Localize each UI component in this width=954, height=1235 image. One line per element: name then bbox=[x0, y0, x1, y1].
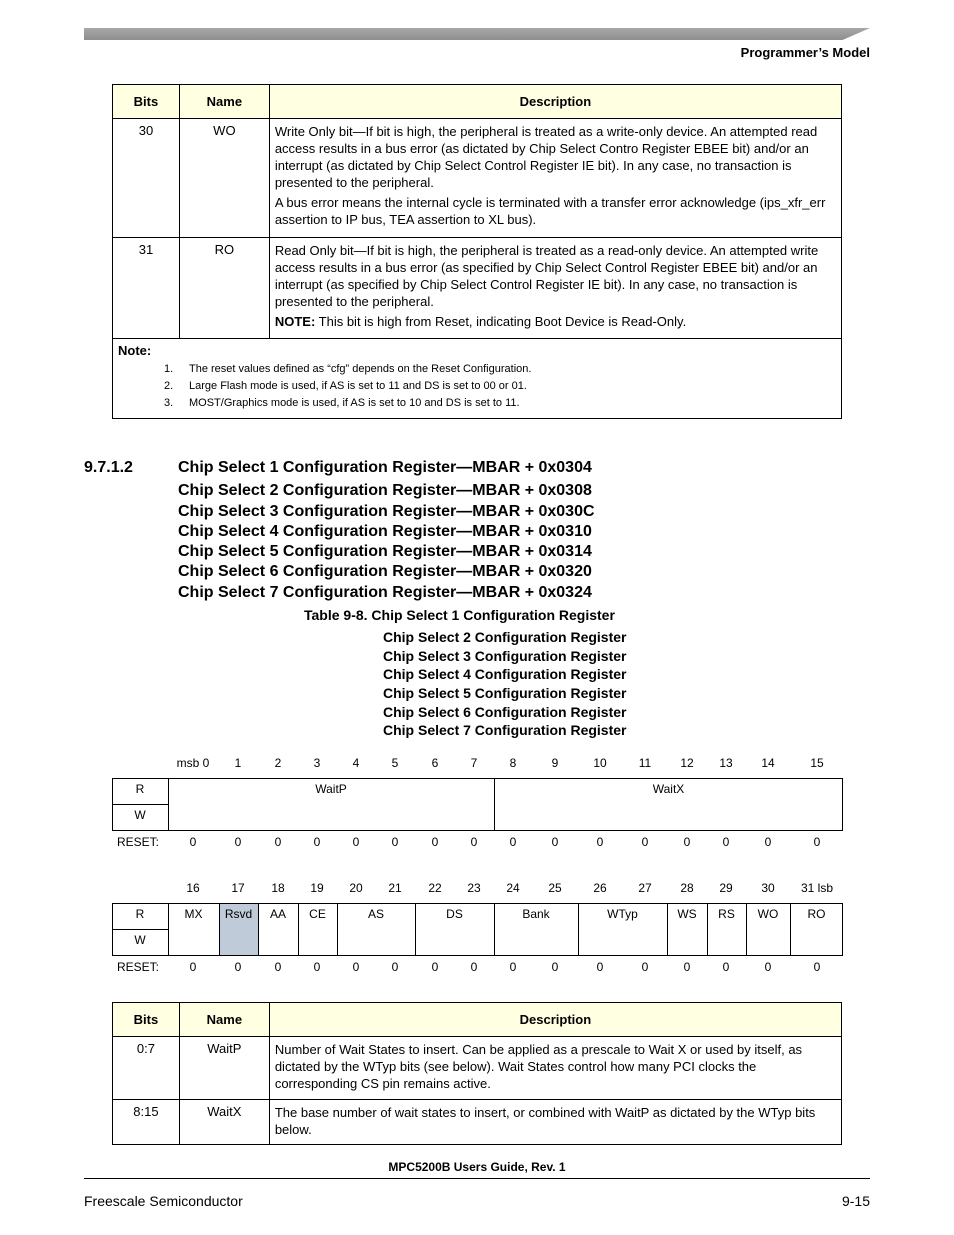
bit-number: 29 bbox=[719, 881, 733, 895]
bit-number: 26 bbox=[593, 881, 607, 895]
bit-number: 30 bbox=[761, 881, 775, 895]
reset-label: RESET: bbox=[117, 835, 160, 849]
section-title: Chip Select 4 Configuration Register—MBAR + 0x0310 bbox=[178, 523, 592, 540]
reset-value: 0 bbox=[352, 835, 360, 849]
table-row bbox=[113, 1100, 842, 1145]
bit-number: 8 bbox=[509, 756, 517, 770]
bit-number: 15 bbox=[810, 756, 824, 770]
bit-number: 5 bbox=[391, 756, 399, 770]
field-rs: RS bbox=[718, 907, 735, 921]
description-cell bbox=[269, 238, 841, 339]
reset-value: 0 bbox=[274, 960, 282, 974]
list-item: 2. Large Flash mode is used, if AS is set to 11 and DS is set to 00 or 01. bbox=[164, 380, 527, 392]
bit-number: 28 bbox=[680, 881, 694, 895]
bit-number: 23 bbox=[467, 881, 481, 895]
bits-table-bottom bbox=[112, 1002, 842, 1145]
bit-number: 25 bbox=[548, 881, 562, 895]
bit-number: 3 bbox=[313, 756, 321, 770]
reset-value: 0 bbox=[470, 960, 478, 974]
reset-value: 0 bbox=[641, 960, 649, 974]
reset-value: 0 bbox=[596, 835, 604, 849]
header-description: Description bbox=[269, 85, 841, 119]
section-title: Chip Select 5 Configuration Register—MBAR + 0x0314 bbox=[178, 543, 592, 560]
footer-page-number: 9-15 bbox=[841, 1193, 870, 1209]
field-ce: CE bbox=[309, 907, 326, 921]
table-caption: Chip Select 2 Configuration Register bbox=[383, 629, 627, 645]
reset-value: 0 bbox=[764, 835, 772, 849]
bit-number: 31 lsb bbox=[800, 881, 834, 895]
bit-number: 17 bbox=[231, 881, 245, 895]
bit-number: 4 bbox=[352, 756, 360, 770]
reset-value: 0 bbox=[431, 960, 439, 974]
description-cell: The base number of wait states to insert, or combined with WaitP as dictated by the WTyp bits below. bbox=[269, 1100, 841, 1145]
header-bar bbox=[84, 28, 870, 40]
table-row bbox=[113, 238, 842, 339]
bits-table-top bbox=[112, 84, 842, 419]
reset-value: 0 bbox=[509, 835, 517, 849]
bit-number: 11 bbox=[638, 756, 652, 770]
header-description: Description bbox=[269, 1003, 841, 1037]
write-label: W bbox=[134, 933, 146, 947]
note-label: NOTE: bbox=[274, 314, 316, 329]
reset-value: 0 bbox=[641, 835, 649, 849]
field-ds: DS bbox=[446, 907, 463, 921]
field-bank: Bank bbox=[522, 907, 550, 921]
table-header-row bbox=[113, 1003, 842, 1037]
field-rsvd: Rsvd bbox=[224, 907, 253, 921]
table-caption: Chip Select 4 Configuration Register bbox=[383, 666, 627, 682]
reset-value: 0 bbox=[391, 835, 399, 849]
reset-value: 0 bbox=[683, 960, 691, 974]
name-cell: RO bbox=[179, 238, 269, 339]
bit-number: 20 bbox=[349, 881, 363, 895]
field-aa: AA bbox=[269, 907, 286, 921]
note-cell bbox=[113, 339, 842, 419]
reset-value: 0 bbox=[234, 960, 242, 974]
running-header: Programmer’s Model bbox=[740, 45, 870, 60]
reset-value: 0 bbox=[764, 960, 772, 974]
field-ro: RO bbox=[807, 907, 826, 921]
reset-value: 0 bbox=[596, 960, 604, 974]
bit-number: 1 bbox=[234, 756, 242, 770]
reset-value: 0 bbox=[813, 960, 821, 974]
bit-number: msb 0 bbox=[176, 756, 210, 770]
field-mx: MX bbox=[184, 907, 203, 921]
reset-value: 0 bbox=[189, 960, 197, 974]
reset-value: 0 bbox=[551, 835, 559, 849]
reset-value: 0 bbox=[431, 835, 439, 849]
field-waitp: WaitP bbox=[315, 782, 347, 796]
header-bits: Bits bbox=[113, 85, 180, 119]
bit-number: 27 bbox=[638, 881, 652, 895]
bit-number: 24 bbox=[506, 881, 520, 895]
table-row bbox=[113, 1037, 842, 1100]
note-text: This bit is high from Reset, indicating Boot Device is Read-Only. bbox=[315, 314, 687, 329]
reset-value: 0 bbox=[234, 835, 242, 849]
bits-cell: 0:7 bbox=[113, 1037, 180, 1100]
header-name: Name bbox=[179, 85, 269, 119]
footer-company: Freescale Semiconductor bbox=[84, 1193, 243, 1209]
table-header-row bbox=[113, 85, 842, 119]
field-wo: WO bbox=[757, 907, 779, 921]
section-title: Chip Select 2 Configuration Register—MBAR + 0x0308 bbox=[178, 482, 592, 499]
section-title: Chip Select 3 Configuration Register—MBAR + 0x030C bbox=[178, 503, 595, 520]
note-row bbox=[113, 339, 842, 419]
reset-value: 0 bbox=[352, 960, 360, 974]
reset-value: 0 bbox=[551, 960, 559, 974]
description-paragraph: A bus error means the internal cycle is terminated with a transfer error acknowledge (ips_xfr_err assertion to IP bus, TEA assertion to XL bus). bbox=[274, 195, 826, 227]
description-paragraph: Write Only bit—If bit is high, the peripheral is treated as a write-only device. An attempted read access results in a bus error (as dictated by Chip Select Contro Register EBEE bit) and/or an interrupt (as dictated by Chip Select Control Register IE bit). In any case, no transaction is presented to the peripheral. bbox=[274, 124, 818, 190]
reset-value: 0 bbox=[509, 960, 517, 974]
name-cell: WaitX bbox=[179, 1100, 269, 1145]
table-row bbox=[113, 119, 842, 238]
header-bits: Bits bbox=[113, 1003, 180, 1037]
field-wtyp: WTyp bbox=[607, 907, 638, 921]
field-ws: WS bbox=[677, 907, 697, 921]
reset-value: 0 bbox=[313, 960, 321, 974]
description-cell: Number of Wait States to insert. Can be applied as a prescale to Wait X or used by itself, as dictated by the WTyp bits (see below). Wait States control how many PCI clocks the corresponding CS pin remains active. bbox=[269, 1037, 841, 1100]
table-caption: Chip Select 6 Configuration Register bbox=[383, 704, 627, 720]
section-number: 9.7.1.2 bbox=[84, 459, 133, 476]
read-label: R bbox=[135, 907, 145, 921]
reset-value: 0 bbox=[683, 835, 691, 849]
name-cell: WaitP bbox=[179, 1037, 269, 1100]
bit-number: 13 bbox=[719, 756, 733, 770]
bit-number: 19 bbox=[310, 881, 324, 895]
field-as: AS bbox=[367, 907, 384, 921]
table-caption: Table 9-8. Chip Select 1 Configuration Register bbox=[304, 607, 615, 623]
header-name: Name bbox=[179, 1003, 269, 1037]
reset-value: 0 bbox=[722, 835, 730, 849]
section-title: Chip Select 1 Configuration Register—MBAR + 0x0304 bbox=[178, 459, 592, 476]
description-cell bbox=[269, 119, 841, 238]
section-title: Chip Select 7 Configuration Register—MBAR + 0x0324 bbox=[178, 584, 592, 601]
bit-number: 21 bbox=[388, 881, 402, 895]
note-paragraph bbox=[275, 313, 835, 330]
reset-value: 0 bbox=[189, 835, 197, 849]
reset-value: 0 bbox=[470, 835, 478, 849]
field-waitx: WaitX bbox=[652, 782, 685, 796]
reset-label: RESET: bbox=[117, 960, 160, 974]
list-item: 1. The reset values defined as “cfg” depends on the Reset Configuration. bbox=[164, 363, 532, 375]
register-diagram-lower bbox=[112, 879, 843, 979]
reset-value: 0 bbox=[813, 835, 821, 849]
reset-value: 0 bbox=[313, 835, 321, 849]
register-diagram-upper bbox=[112, 754, 843, 854]
write-label: W bbox=[134, 808, 146, 822]
bit-number: 9 bbox=[551, 756, 559, 770]
table-caption: Chip Select 7 Configuration Register bbox=[383, 722, 627, 738]
bit-number: 2 bbox=[274, 756, 282, 770]
bit-number: 12 bbox=[680, 756, 694, 770]
read-label: R bbox=[135, 782, 145, 796]
reset-value: 0 bbox=[274, 835, 282, 849]
list-item: 3. MOST/Graphics mode is used, if AS is set to 10 and DS is set to 11. bbox=[164, 397, 520, 409]
bit-number: 6 bbox=[431, 756, 439, 770]
bit-number: 22 bbox=[428, 881, 442, 895]
footer-rule bbox=[84, 1178, 870, 1179]
bits-cell: 8:15 bbox=[113, 1100, 180, 1145]
bits-cell: 30 bbox=[113, 119, 180, 238]
name-cell: WO bbox=[179, 119, 269, 238]
reset-value: 0 bbox=[722, 960, 730, 974]
bits-cell: 31 bbox=[113, 238, 180, 339]
bit-number: 18 bbox=[271, 881, 285, 895]
section-title: Chip Select 6 Configuration Register—MBAR + 0x0320 bbox=[178, 563, 592, 580]
note-list bbox=[118, 361, 835, 412]
table-caption: Chip Select 3 Configuration Register bbox=[383, 648, 627, 664]
bit-number: 16 bbox=[186, 881, 200, 895]
note-title: Note: bbox=[118, 343, 152, 358]
bit-number: 10 bbox=[593, 756, 607, 770]
description-paragraph: Read Only bit—If bit is high, the peripheral is treated as a read-only device. An attempted write access results in a bus error (as specified by Chip Select Control Register EBEE bit) and/or an interrupt (as specified by Chip Select Control Register IE bit). In any case, no transaction is presented to the peripheral. bbox=[274, 243, 819, 309]
reset-value: 0 bbox=[391, 960, 399, 974]
table-caption: Chip Select 5 Configuration Register bbox=[383, 685, 627, 701]
footer-doc-title: MPC5200B Users Guide, Rev. 1 bbox=[388, 1160, 566, 1174]
bit-number: 14 bbox=[761, 756, 775, 770]
bit-number: 7 bbox=[470, 756, 478, 770]
